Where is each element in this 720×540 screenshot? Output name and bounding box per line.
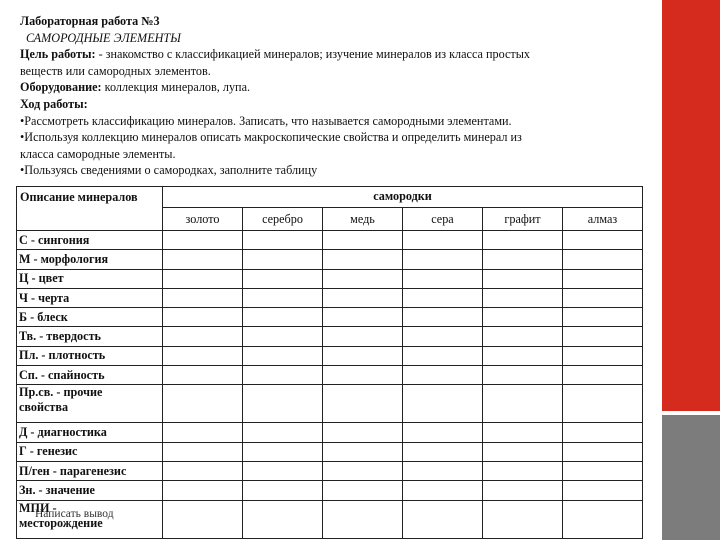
mineral-header-graphite: графит [483,208,563,231]
table-cell[interactable] [403,366,483,385]
table-cell[interactable] [403,269,483,288]
table-cell[interactable] [323,481,403,500]
table-cell[interactable] [323,231,403,250]
worksheet-subtitle: САМОРОДНЫЕ ЭЛЕМЕНТЫ [26,30,181,45]
table-cell[interactable] [323,250,403,269]
table-cell[interactable] [323,346,403,365]
table-cell[interactable] [323,269,403,288]
table-cell[interactable] [163,500,243,538]
table-cell[interactable] [243,269,323,288]
table-cell[interactable] [563,250,643,269]
goal-line [20,46,655,63]
table-cell[interactable] [243,231,323,250]
table-cell[interactable] [563,500,643,538]
row-label-syngony: С - сингония [17,231,163,250]
procedure-step-2-cont: класса самородные элементы. [20,146,176,161]
table-cell[interactable] [163,346,243,365]
table-cell[interactable] [243,366,323,385]
table-cell[interactable] [563,269,643,288]
table-cell[interactable] [163,231,243,250]
table-cell[interactable] [403,423,483,442]
row-label-genesis: Г - генезис [17,442,163,461]
decor-gray-bar [662,415,720,540]
table-cell[interactable] [403,385,483,423]
row-label-diagnostics: Д - диагностика [17,423,163,442]
equipment-line [20,79,655,96]
table-cell[interactable] [563,231,643,250]
table-cell[interactable] [163,327,243,346]
table-cell[interactable] [243,288,323,307]
table-cell[interactable] [563,288,643,307]
mineral-header-sulfur: сера [403,208,483,231]
table-cell[interactable] [243,461,323,480]
mineral-header-copper: медь [323,208,403,231]
table-cell[interactable] [483,269,563,288]
row-label-cleavage: Сп. - спайность [17,366,163,385]
minerals-table [16,186,643,539]
table-cell[interactable] [483,327,563,346]
procedure-step-3: •Пользуясь сведениями о самородках, заполните таблицу [20,163,318,178]
table-cell[interactable] [483,461,563,480]
table-cell[interactable] [163,366,243,385]
table-cell[interactable] [403,327,483,346]
table-cell[interactable] [403,308,483,327]
table-cell[interactable] [243,327,323,346]
equipment-text: коллекция минералов, лупа. [101,80,251,95]
row-label-luster: Б - блеск [17,308,163,327]
table-cell[interactable] [563,327,643,346]
table-cell[interactable] [163,308,243,327]
worksheet-header [20,13,655,179]
description-header: Описание минералов [17,187,163,231]
procedure-label: Ход работы: [20,96,88,111]
table-cell[interactable] [483,231,563,250]
goal-label: Цель работы: [20,47,96,62]
table-cell[interactable] [243,500,323,538]
table-cell[interactable] [483,346,563,365]
table-cell[interactable] [323,327,403,346]
table-cell[interactable] [243,250,323,269]
table-cell[interactable] [323,385,403,423]
table-cell[interactable] [323,423,403,442]
table-cell[interactable] [563,346,643,365]
table-cell[interactable] [563,442,643,461]
row-label-streak: Ч - черта [17,288,163,307]
mineral-header-silver: серебро [243,208,323,231]
table-cell[interactable] [403,346,483,365]
table-cell[interactable] [403,461,483,480]
table-cell[interactable] [243,423,323,442]
table-cell[interactable] [403,481,483,500]
table-cell[interactable] [323,500,403,538]
table-cell[interactable] [563,308,643,327]
table-cell[interactable] [323,288,403,307]
worksheet-title: Лабораторная работа №3 [20,14,160,28]
table-cell[interactable] [243,308,323,327]
table-cell[interactable] [563,385,643,423]
table-cell[interactable] [403,250,483,269]
group-header: самородки [163,187,643,208]
row-label-other-properties [17,385,163,423]
mineral-header-diamond: алмаз [563,208,643,231]
table-cell[interactable] [403,442,483,461]
goal-text: - знакомство с классификацией минералов; изучение минералов из класса простых [95,47,531,62]
table-cell[interactable] [163,288,243,307]
decor-red-bar [662,0,720,411]
table-cell[interactable] [483,481,563,500]
table-cell[interactable] [483,423,563,442]
table-cell[interactable] [243,385,323,423]
row-label-color: Ц - цвет [17,269,163,288]
procedure-step-1: •Рассмотреть классификацию минералов. Записать, что называется самородными элементами. [20,113,512,128]
table-cell[interactable] [563,366,643,385]
row-label-deposit [17,500,163,538]
table-cell[interactable] [243,346,323,365]
table-cell[interactable] [323,442,403,461]
procedure-step-2: •Используя коллекцию минералов описать макроскопические свойства и определить минерал из [20,130,522,145]
row-label-hardness: Тв. - твердость [17,327,163,346]
table-cell[interactable] [563,481,643,500]
goal-line-2: веществ или самородных элементов. [20,63,211,78]
table-cell[interactable] [163,250,243,269]
row-label-morphology: М - морфология [17,250,163,269]
row-label-other-line-1: Пр.св. - прочие [19,385,103,400]
row-label-other-line-2: свойства [19,400,69,415]
table-cell[interactable] [163,442,243,461]
table-cell[interactable] [563,423,643,442]
table-cell[interactable] [483,442,563,461]
table-cell[interactable] [483,288,563,307]
row-label-deposit-line-1: МПИ - [19,500,57,515]
table-cell[interactable] [483,250,563,269]
table-cell[interactable] [323,461,403,480]
table-cell[interactable] [403,500,483,538]
table-cell[interactable] [163,481,243,500]
table-cell[interactable] [483,500,563,538]
table-cell[interactable] [163,385,243,423]
table-cell[interactable] [323,366,403,385]
mineral-header-gold: золото [163,208,243,231]
table-cell[interactable] [323,308,403,327]
row-label-significance: Зн. - значение [17,481,163,500]
row-label-deposit-line-2: месторождение [19,515,103,530]
table-cell[interactable] [483,385,563,423]
table-cell[interactable] [403,288,483,307]
table-cell[interactable] [163,461,243,480]
table-cell[interactable] [483,308,563,327]
row-label-density: Пл. - плотность [17,346,163,365]
table-cell[interactable] [243,481,323,500]
table-cell[interactable] [483,366,563,385]
table-cell[interactable] [563,461,643,480]
table-cell[interactable] [243,442,323,461]
row-label-paragenesis: П/ген - парагенезис [17,461,163,480]
table-cell[interactable] [163,423,243,442]
table-cell[interactable] [403,231,483,250]
equipment-label: Оборудование: [20,80,102,95]
table-cell[interactable] [163,269,243,288]
conclusion-overlay: Написать вывод [35,507,114,520]
